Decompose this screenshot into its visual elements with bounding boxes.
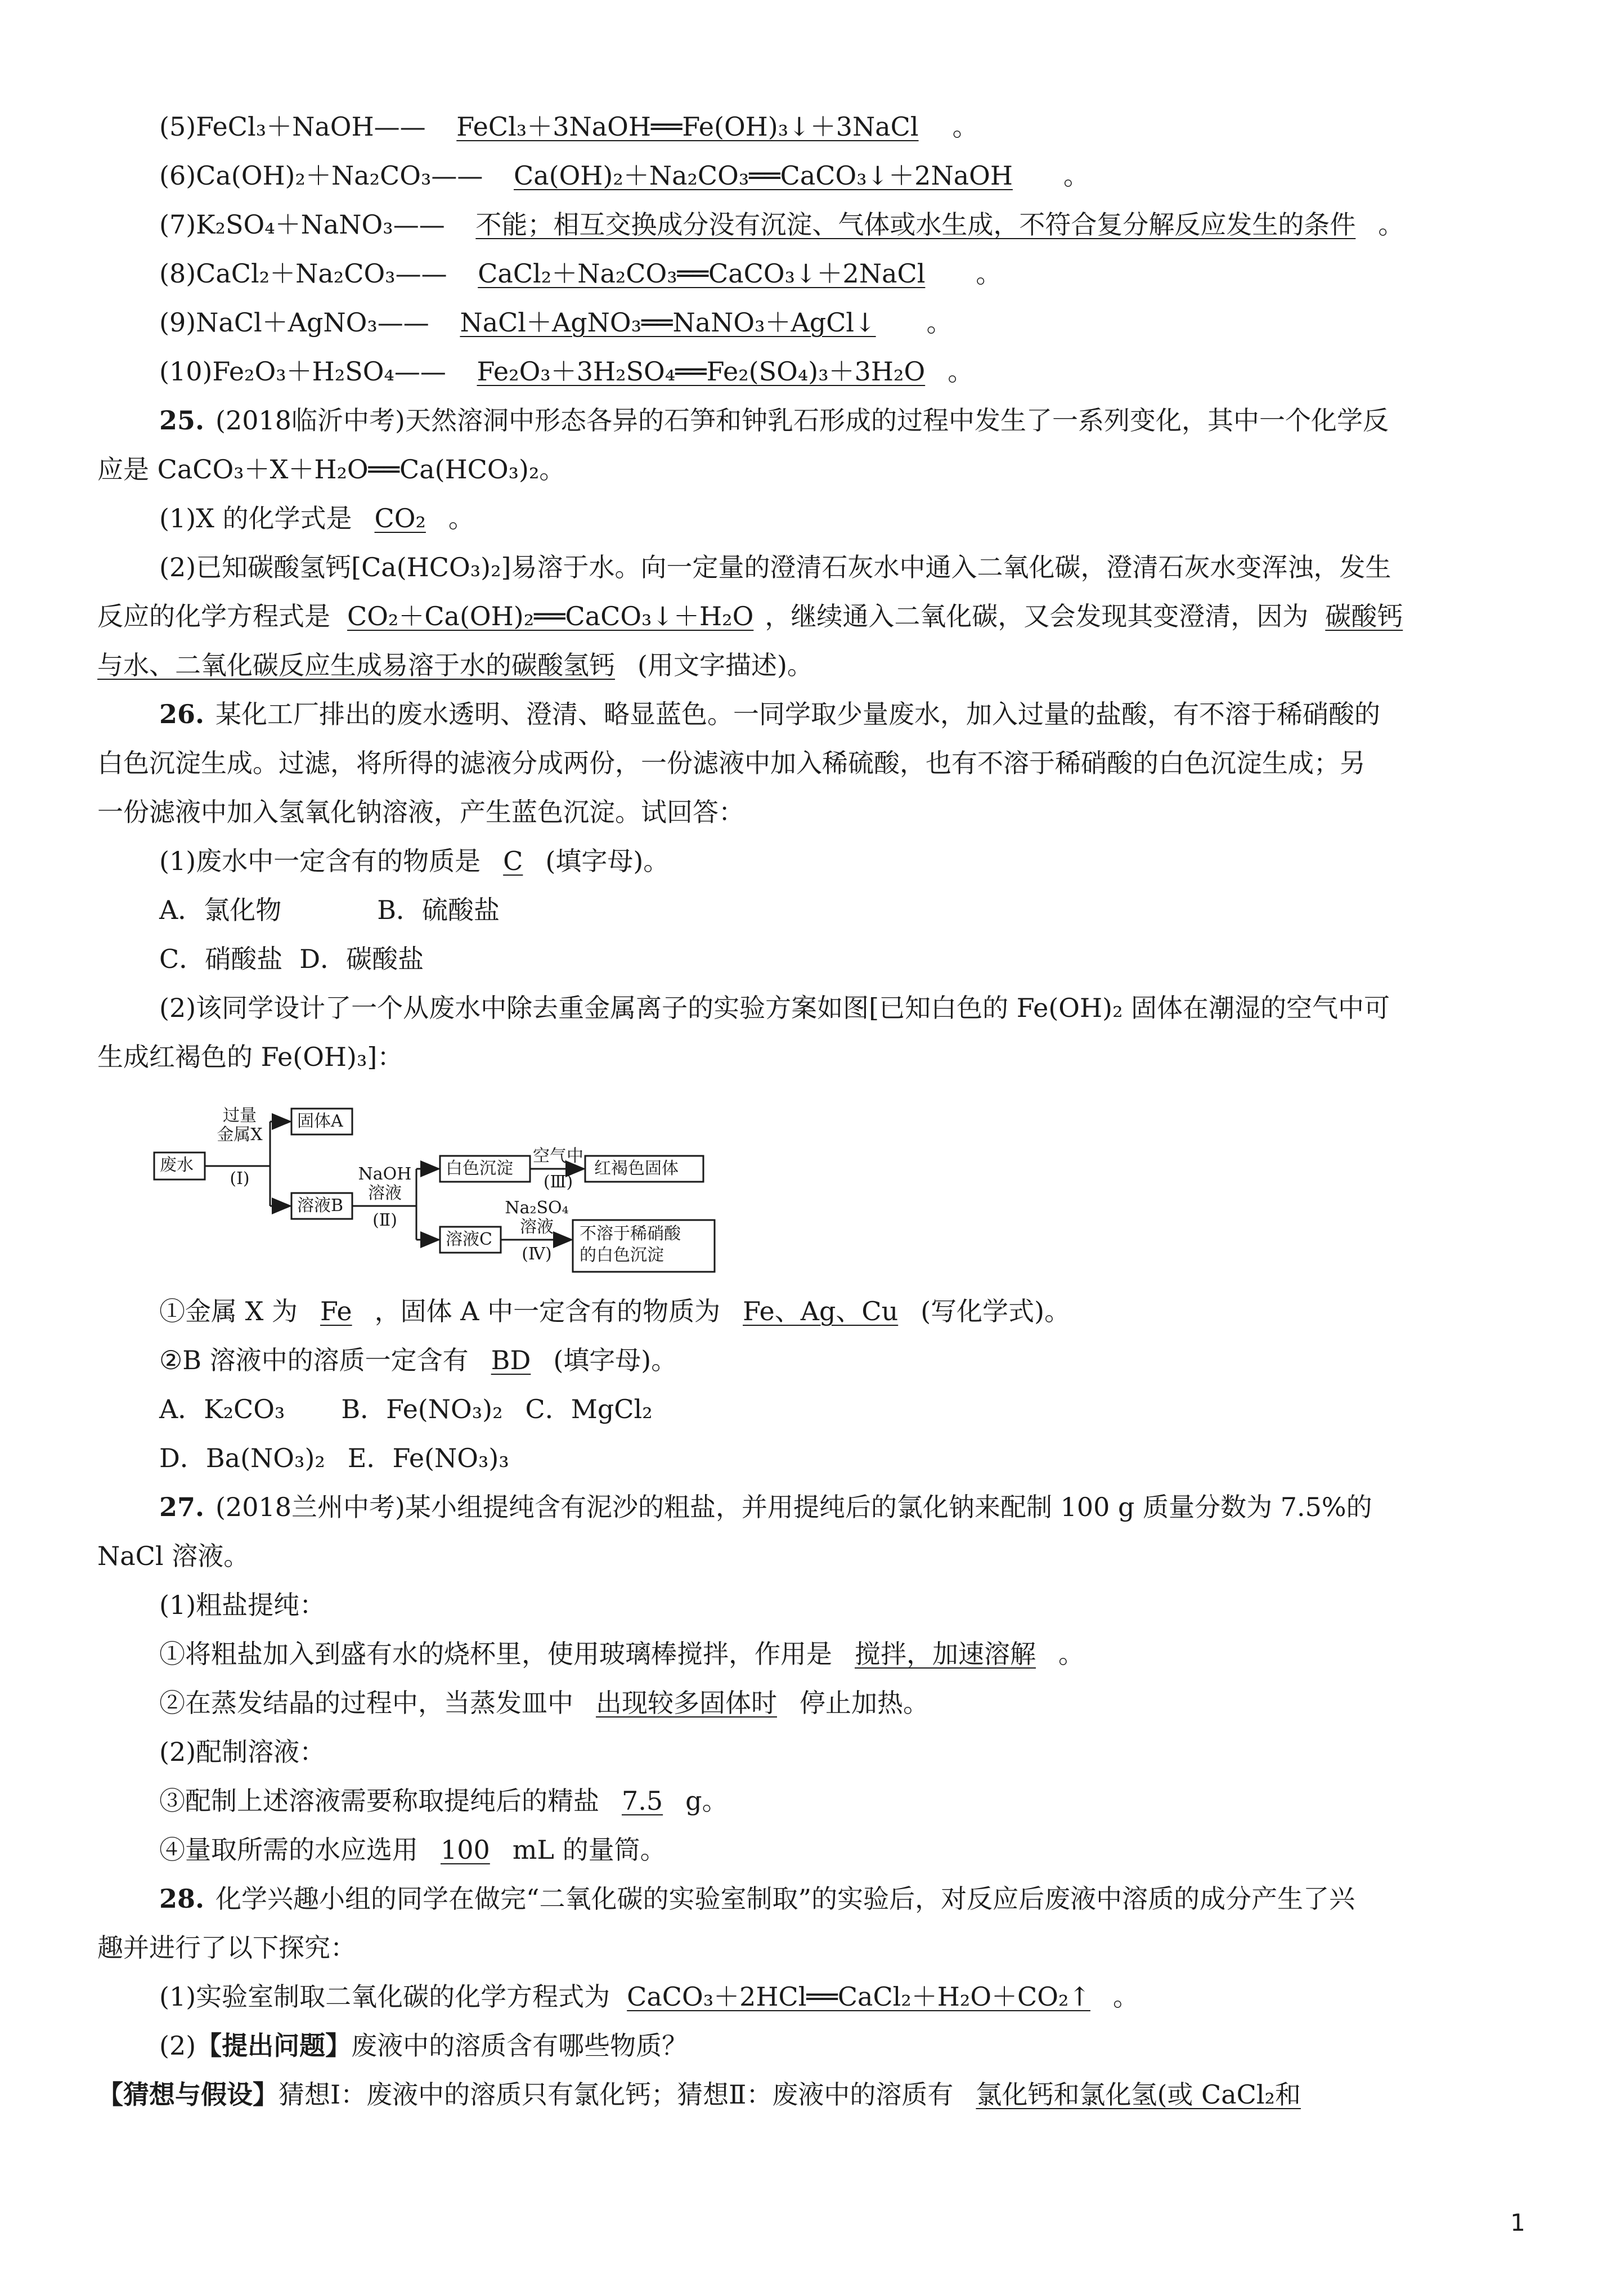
part-lead: ①将粗盐加入到盛有水的烧杯里，使用玻璃棒搅拌，作用是 — [159, 1639, 832, 1669]
item-lead: (8)CaCl₂＋Na₂CO₃—— — [159, 258, 447, 289]
question-28-part1 — [159, 1980, 1139, 2014]
question-26-line1 — [159, 697, 1380, 731]
question-25-part2-line2 — [97, 599, 1403, 633]
answer-blank: BD — [491, 1345, 531, 1375]
question-text: 某化工厂排出的废水透明、澄清、略显蓝色。一同学取少量废水，加入过量的盐酸，有不溶于稀硝酸的 — [215, 699, 1381, 729]
part-lead: (1)废水中一定含有的物质是 — [159, 846, 481, 876]
label-step2-num: (Ⅱ) — [372, 1210, 397, 1230]
answer-blank: CO₂＋Ca(OH)₂══CaCO₃↓＋H₂O — [347, 601, 754, 631]
answer-blank: Ca(OH)₂＋Na₂CO₃══CaCO₃↓＋2NaOH — [514, 160, 1013, 191]
answer-blank: CaCl₂＋Na₂CO₃══CaCO₃↓＋2NaCl — [478, 258, 926, 289]
label-red-brown-solid: 红褐色固体 — [594, 1159, 679, 1178]
label-solution-b: 溶液B — [297, 1196, 344, 1216]
answer-blank: FeCl₃＋3NaOH══Fe(OH)₃↓＋3NaCl — [456, 111, 919, 142]
answer-blank: 碳酸钙 — [1325, 601, 1403, 631]
answer-blank: CO₂ — [374, 503, 426, 533]
answer-blank: 100 — [441, 1835, 490, 1865]
question-27-sub1 — [159, 1637, 1084, 1671]
answer-blank: NaCl＋AgNO₃══NaNO₃＋AgCl↓ — [460, 307, 876, 338]
option-c: C．硝酸盐 — [159, 944, 283, 974]
label-step4-mid: 溶液 — [520, 1217, 554, 1237]
label-insoluble-line1: 不溶于稀硝酸 — [580, 1224, 681, 1244]
question-25-part2-line1: (2)已知碳酸氢钙[Ca(HCO₃)₂]易溶于水。向一定量的澄清石灰水中通入二氧化碳，澄清石灰水变浑浊，发生 — [159, 552, 1391, 582]
part-text: 猜想Ⅰ：废液中的溶质只有氯化钙；猜想Ⅱ：废液中的溶质有 — [279, 2079, 954, 2110]
option-d: D．碳酸盐 — [299, 944, 424, 974]
question-26-line2: 白色沉淀生成。过滤，将所得的滤液分成两份，一份滤液中加入稀硫酸，也有不溶于稀硝酸的白色沉淀生成；另 — [97, 748, 1366, 778]
question-26-part1 — [159, 844, 669, 878]
part-tail: g。 — [685, 1786, 728, 1816]
question-text: (2018临沂中考)天然溶洞中形态各异的石笋和钟乳石形成的过程中发生了一系列变化，其中一个化学反 — [215, 405, 1389, 436]
item-tail: 。 — [948, 356, 974, 387]
flow-diagram — [152, 1097, 726, 1283]
answer-blank: 不能；相互交换成分没有沉淀、气体或水生成，不符合复分解反应发生的条件 — [475, 209, 1356, 240]
label-solution-c: 溶液C — [446, 1230, 492, 1249]
question-26-part2-line1: (2)该同学设计了一个从废水中除去重金属离子的实验方案如图[已知白色的 Fe(OH)₂ 固体在潮湿的空气中可 — [159, 993, 1390, 1023]
options-row-2 — [159, 942, 424, 976]
part-lead: (1)X 的化学式是 — [159, 503, 352, 533]
part-lead: (1)实验室制取二氧化碳的化学方程式为 — [159, 1981, 610, 2012]
item-24-7 — [159, 208, 1404, 241]
question-text: (2018兰州中考)某小组提纯含有泥沙的粗盐，并用提纯后的氯化钠来配制 100 g 质量分数为 7.5%的 — [215, 1492, 1372, 1522]
option-c: C．MgCl₂ — [525, 1394, 653, 1424]
answer-blank: 7.5 — [622, 1786, 663, 1816]
option-b: B．Fe(NO₃)₂ — [341, 1394, 503, 1424]
part-lead: ④量取所需的水应选用 — [159, 1835, 418, 1865]
question-number: 27. — [159, 1492, 205, 1522]
question-25-line1 — [159, 403, 1389, 437]
answer-blank: C — [503, 846, 523, 876]
question-27-sub3 — [159, 1784, 728, 1818]
question-text: 化学兴趣小组的同学在做完“二氧化碳的实验室制取”的实验后，对反应后废液中溶质的成分产生了兴 — [215, 1884, 1355, 1914]
question-27-heading2: (2)配制溶液： — [159, 1737, 326, 1767]
part-mid: ，继续通入二氧化碳，又会发现其变澄清，因为 — [765, 601, 1309, 631]
option-d: D．Ba(NO₃)₂ — [159, 1443, 325, 1473]
question-25-part2-line3 — [97, 648, 813, 682]
question-26-line3: 一份滤液中加入氢氧化钠溶液，产生蓝色沉淀。试回答： — [97, 797, 744, 827]
question-26-sub1 — [159, 1294, 1070, 1328]
label-waste: 废水 — [160, 1155, 194, 1175]
item-24-5 — [159, 110, 978, 144]
question-27-line1 — [159, 1490, 1372, 1524]
label-white-precipitate: 白色沉淀 — [446, 1159, 513, 1178]
part-mid: ，固体 A 中一定含有的物质为 — [374, 1296, 721, 1326]
item-lead: (6)Ca(OH)₂＋Na₂CO₃—— — [159, 160, 483, 191]
label-step1-top: 过量 — [223, 1106, 257, 1125]
label-step2-mid: 溶液 — [368, 1183, 402, 1203]
label-step1-num: (Ⅰ) — [230, 1169, 250, 1189]
page-number: 1 — [1510, 2209, 1525, 2236]
part-tail: 。 — [448, 503, 474, 533]
option-a: A．氯化物 — [159, 895, 282, 925]
part-tail: 。 — [1112, 1981, 1139, 2012]
item-24-10 — [159, 355, 973, 388]
item-lead: (7)K₂SO₄＋NaNO₃—— — [159, 209, 445, 240]
label-step3-top: 空气中 — [533, 1146, 583, 1166]
item-tail: 。 — [952, 111, 978, 142]
answer-blank: 搅拌，加速溶解 — [855, 1639, 1036, 1669]
answer-blank: CaCO₃＋2HCl══CaCl₂＋H₂O＋CO₂↑ — [627, 1981, 1090, 2012]
part-tail: 。 — [1058, 1639, 1084, 1669]
part-lead: ②B 溶液中的溶质一定含有 — [159, 1345, 469, 1375]
label-insoluble-line2: 的白色沉淀 — [580, 1245, 664, 1265]
part-tail: 停止加热。 — [800, 1688, 929, 1718]
item-tail: 。 — [1063, 160, 1089, 191]
part-lead: ②在蒸发结晶的过程中，当蒸发皿中 — [159, 1688, 573, 1718]
section-heading: 【猜想与假设】 — [97, 2079, 279, 2110]
question-28-line1 — [159, 1882, 1355, 1916]
item-tail: 。 — [1378, 209, 1404, 240]
item-24-8 — [159, 257, 1002, 290]
answer-blank: 氯化钙和氯化氢(或 CaCl₂和 — [976, 2079, 1301, 2110]
part-lead: ①金属 X 为 — [159, 1296, 298, 1326]
part-tail: (填字母)。 — [545, 846, 670, 876]
label-step4-top: Na₂SO₄ — [505, 1198, 569, 1218]
item-lead: (9)NaCl＋AgNO₃—— — [159, 307, 429, 338]
label-step4-num: (Ⅳ) — [522, 1244, 552, 1264]
question-27-line2: NaCl 溶液。 — [97, 1541, 250, 1571]
part-tail: mL 的量筒。 — [512, 1835, 666, 1865]
question-28-part3 — [97, 2078, 1301, 2111]
label-step3-num: (Ⅲ) — [543, 1172, 573, 1192]
option-b: B．硫酸盐 — [377, 895, 500, 925]
option-a: A．K₂CO₃ — [159, 1394, 285, 1424]
item-24-6 — [159, 159, 1089, 192]
answer-blank: Fe — [320, 1296, 352, 1326]
question-27-sub4 — [159, 1833, 666, 1867]
part-text: 废液中的溶质含有哪些物质？ — [351, 2030, 688, 2061]
part-lead: (2) — [159, 2030, 196, 2061]
question-26-sub2 — [159, 1343, 677, 1377]
options-row-1 — [159, 893, 500, 927]
answer-blank: Fe₂O₃＋3H₂SO₄══Fe₂(SO₄)₃＋3H₂O — [477, 356, 926, 387]
item-tail: 。 — [926, 307, 953, 338]
question-number: 25. — [159, 405, 205, 436]
item-tail: 。 — [976, 258, 1002, 289]
question-26-part2-line2: 生成红褐色的 Fe(OH)₃]： — [97, 1042, 403, 1072]
item-24-9 — [159, 306, 953, 339]
item-lead: (10)Fe₂O₃＋H₂SO₄—— — [159, 356, 446, 387]
options2-row-2 — [159, 1441, 509, 1475]
question-number: 26. — [159, 699, 205, 729]
question-25-line2: 应是 CaCO₃＋X＋H₂O══Ca(HCO₃)₂。 — [97, 454, 565, 485]
question-27-sub2 — [159, 1686, 929, 1720]
question-number: 28. — [159, 1884, 205, 1914]
answer-blank: Fe、Ag、Cu — [743, 1296, 899, 1326]
options2-row-1 — [159, 1392, 653, 1426]
question-27-heading1: (1)粗盐提纯： — [159, 1590, 326, 1620]
label-step2-top: NaOH — [358, 1164, 412, 1184]
question-28-line2: 趣并进行了以下探究： — [97, 1932, 356, 1963]
part-lead: 反应的化学方程式是 — [97, 601, 330, 631]
answer-blank: 与水、二氧化碳反应生成易溶于水的碳酸氢钙 — [97, 650, 615, 680]
question-25-part1 — [159, 501, 474, 535]
answer-blank: 出现较多固体时 — [596, 1688, 777, 1718]
part-lead: ③配制上述溶液需要称取提纯后的精盐 — [159, 1786, 599, 1816]
option-e: E．Fe(NO₃)₃ — [347, 1443, 509, 1473]
part-tail: (填字母)。 — [553, 1345, 677, 1375]
part-tail: (用文字描述)。 — [637, 650, 813, 680]
label-solid-a: 固体A — [297, 1111, 343, 1131]
question-28-part2 — [159, 2029, 688, 2062]
label-step1-mid: 金属X — [217, 1125, 263, 1145]
section-heading: 【提出问题】 — [196, 2030, 352, 2061]
part-tail: (写化学式)。 — [920, 1296, 1071, 1326]
item-lead: (5)FeCl₃＋NaOH—— — [159, 111, 426, 142]
